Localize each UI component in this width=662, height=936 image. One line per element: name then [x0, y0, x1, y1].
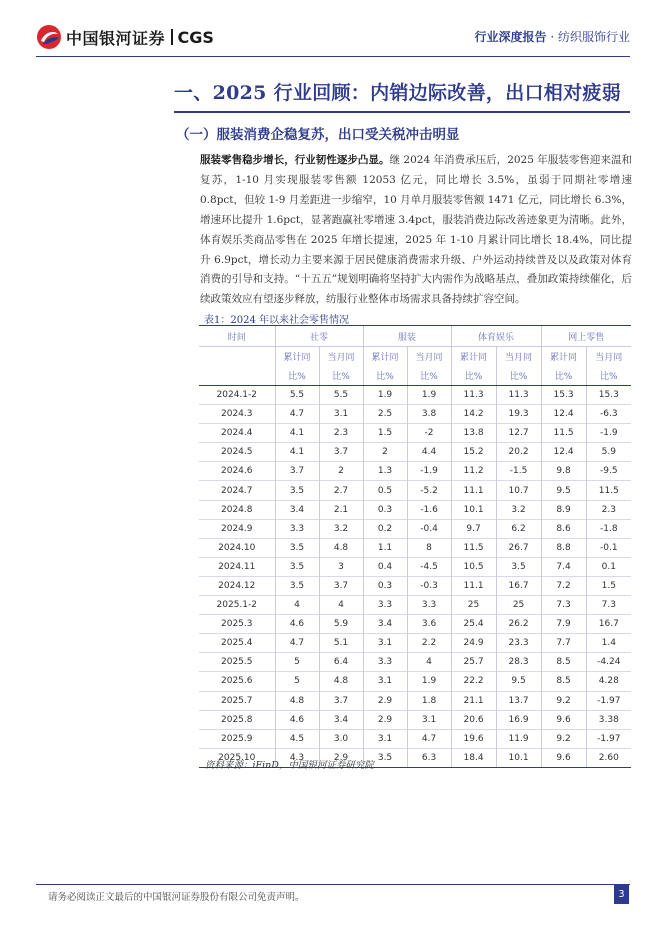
table-cell-value: 26.2 — [496, 615, 541, 634]
table-cell-value: 19.3 — [496, 405, 541, 424]
table-cell-value: 2.3 — [319, 424, 363, 443]
table-cell-value: 26.7 — [496, 538, 541, 557]
col-sub-unit: 比% — [407, 366, 451, 386]
table-cell-value: 1.5 — [363, 424, 407, 443]
cgs-logo-icon — [36, 24, 62, 50]
table-row — [199, 557, 631, 576]
table-cell-value: 24.9 — [451, 634, 496, 653]
table-cell-value: 2.2 — [407, 634, 451, 653]
header-separator: · — [550, 30, 555, 44]
col-sub-cumulative: 累计同 — [363, 347, 407, 367]
report-category — [474, 28, 630, 45]
table-cell-value: 8.5 — [541, 672, 586, 691]
table-cell-value: 25.4 — [451, 615, 496, 634]
table-cell-value: 9.6 — [541, 748, 586, 767]
table-cell-value: -9.5 — [586, 462, 631, 481]
table-cell-value: 3.7 — [319, 691, 363, 710]
table-header — [199, 326, 631, 386]
col-group-online: 网上零售 — [541, 326, 631, 347]
table-cell-value: 4 — [319, 596, 363, 615]
table-cell-value: 7.4 — [541, 557, 586, 576]
table-cell-value: 9.5 — [496, 672, 541, 691]
table-cell-value: 11.5 — [586, 481, 631, 500]
table-cell-value: 5.5 — [275, 386, 319, 405]
col-sub-monthly: 当月同 — [407, 347, 451, 367]
table-cell-value: 11.5 — [451, 538, 496, 557]
table-cell-value: 2.9 — [363, 691, 407, 710]
table-cell-value: 4.3 — [275, 748, 319, 767]
table-cell-value: 3.5 — [275, 557, 319, 576]
table-cell-value: 6.4 — [319, 653, 363, 672]
table-cell-value: 9.6 — [541, 710, 586, 729]
table-caption: 表1：2024 年以来社会零售情况 — [204, 315, 349, 326]
col-sub-unit: 比% — [451, 366, 496, 386]
table-cell-value: 1.9 — [407, 386, 451, 405]
table-cell-value: 3.1 — [363, 634, 407, 653]
col-header-blank — [199, 366, 275, 386]
table-cell-value: 16.9 — [496, 710, 541, 729]
report-type: 行业深度报告 — [474, 30, 547, 44]
table-cell-value: 20.2 — [496, 443, 541, 462]
table-cell-value: 5.9 — [586, 443, 631, 462]
table-cell-value: -1.97 — [586, 729, 631, 748]
table-cell-value: 10.7 — [496, 481, 541, 500]
table-cell-value: 3.1 — [363, 729, 407, 748]
col-sub-cumulative: 累计同 — [541, 347, 586, 367]
table-cell-value: -1.6 — [407, 500, 451, 519]
table-cell-value: 2.3 — [586, 500, 631, 519]
table-cell-period: 2024.10 — [199, 538, 275, 557]
table-cell-value: 10.5 — [451, 557, 496, 576]
page-header — [0, 0, 662, 60]
table-cell-value: 4.1 — [275, 443, 319, 462]
table-cell-value: 0.1 — [586, 557, 631, 576]
table-cell-value: 4.4 — [407, 443, 451, 462]
table-cell-value: 25 — [496, 596, 541, 615]
table-cell-value: 7.2 — [541, 576, 586, 595]
table-cell-period: 2024.4 — [199, 424, 275, 443]
header-divider — [36, 56, 630, 57]
table-cell-value: 5.5 — [319, 386, 363, 405]
col-sub-monthly: 当月同 — [496, 347, 541, 367]
table-cell-value: 3.5 — [363, 748, 407, 767]
table-cell-value: -1.5 — [496, 462, 541, 481]
table-row — [199, 576, 631, 595]
table-row — [199, 729, 631, 748]
table-cell-value: 7.7 — [541, 634, 586, 653]
table-cell-value: 3.5 — [496, 557, 541, 576]
table-row — [199, 691, 631, 710]
table-cell-value: 3.7 — [319, 443, 363, 462]
table-cell-value: 3.2 — [319, 519, 363, 538]
logo-divider — [171, 29, 173, 45]
table-cell-period: 2025.1-2 — [199, 596, 275, 615]
table-row — [199, 424, 631, 443]
table-row — [199, 653, 631, 672]
table-cell-value: 5 — [275, 672, 319, 691]
table-cell-value: 3.4 — [363, 615, 407, 634]
table-cell-value: 11.1 — [451, 576, 496, 595]
table-cell-value: 1.8 — [407, 691, 451, 710]
table-cell-value: 11.9 — [496, 729, 541, 748]
table-cell-value: 4.1 — [275, 424, 319, 443]
table-cell-value: 16.7 — [586, 615, 631, 634]
table-cell-value: 3.5 — [275, 481, 319, 500]
table-cell-value: 3.6 — [407, 615, 451, 634]
table-cell-value: 10.1 — [451, 500, 496, 519]
table-cell-value: 3.7 — [319, 576, 363, 595]
table-cell-value: 4 — [275, 596, 319, 615]
table-cell-period: 2025.10 — [199, 748, 275, 767]
table-cell-value: 12.7 — [496, 424, 541, 443]
table-cell-value: -1.9 — [407, 462, 451, 481]
table-cell-value: 2.60 — [586, 748, 631, 767]
table-cell-value: 5 — [275, 653, 319, 672]
table-cell-period: 2025.9 — [199, 729, 275, 748]
col-group-sports: 体育娱乐 — [451, 326, 541, 347]
table-cell-period: 2025.8 — [199, 710, 275, 729]
table-cell-value: 9.5 — [541, 481, 586, 500]
table-cell-period: 2024.3 — [199, 405, 275, 424]
table-cell-value: 1.4 — [586, 634, 631, 653]
table-cell-value: 8 — [407, 538, 451, 557]
table-cell-value: 3.1 — [407, 710, 451, 729]
table-cell-period: 2025.6 — [199, 672, 275, 691]
table-cell-value: 11.1 — [451, 481, 496, 500]
table-row — [199, 405, 631, 424]
table-cell-value: -2 — [407, 424, 451, 443]
table-cell-value: 4.8 — [319, 672, 363, 691]
table-cell-value: 8.5 — [541, 653, 586, 672]
col-header-time: 时间 — [199, 326, 275, 347]
table-cell-value: 8.8 — [541, 538, 586, 557]
table-cell-value: 12.4 — [541, 405, 586, 424]
table-cell-value: 4.8 — [275, 691, 319, 710]
table-cell-value: -4.5 — [407, 557, 451, 576]
table-cell-value: 3.1 — [319, 405, 363, 424]
table-cell-value: 16.7 — [496, 576, 541, 595]
table-row — [199, 710, 631, 729]
table-cell-value: 3.3 — [407, 596, 451, 615]
col-sub-cumulative: 累计同 — [275, 347, 319, 367]
col-header-blank — [199, 347, 275, 367]
table-cell-value: 0.3 — [363, 576, 407, 595]
table-cell-value: 3.3 — [275, 519, 319, 538]
table-cell-value: 7.9 — [541, 615, 586, 634]
table-source: 资料来源：iFinD，中国银河证券研究院 — [205, 760, 374, 771]
table-row — [199, 538, 631, 557]
table-body — [199, 386, 631, 768]
table-cell-value: 3.5 — [275, 538, 319, 557]
table-cell-value: 2.5 — [363, 405, 407, 424]
table-cell-period: 2025.4 — [199, 634, 275, 653]
table-cell-period: 2024.1-2 — [216, 390, 257, 401]
table-cell-value: 23.3 — [496, 634, 541, 653]
table-cell-value: 11.5 — [541, 424, 586, 443]
table-cell-value: 2 — [363, 443, 407, 462]
table-cell-value: 4.28 — [586, 672, 631, 691]
col-sub-unit: 比% — [363, 366, 407, 386]
table-cell-value: 9.2 — [541, 691, 586, 710]
col-sub-unit: 比% — [541, 366, 586, 386]
table-cell-value: 7.3 — [541, 596, 586, 615]
table-cell-value: 1.3 — [363, 462, 407, 481]
table-row — [199, 596, 631, 615]
logo-chinese-name: 中国银河证券 — [66, 28, 166, 48]
table-cell-value: 9.8 — [541, 462, 586, 481]
table-row — [199, 500, 631, 519]
table-cell-value: 6.3 — [407, 748, 451, 767]
table-cell-value: 1.1 — [363, 538, 407, 557]
table-cell-value: 20.6 — [451, 710, 496, 729]
table-row — [199, 462, 631, 481]
table-cell-value: 28.3 — [496, 653, 541, 672]
table-row — [199, 386, 631, 405]
table-cell-value: -1.8 — [586, 519, 631, 538]
table-cell-value: 3 — [319, 557, 363, 576]
table-cell-value: 3.1 — [363, 672, 407, 691]
industry-name: 纺织服饰行业 — [557, 30, 630, 44]
table-row — [199, 443, 631, 462]
table-cell-value: 9.7 — [451, 519, 496, 538]
table-cell-value: -1.97 — [586, 691, 631, 710]
table-row — [199, 519, 631, 538]
table-cell-value: 3.4 — [275, 500, 319, 519]
col-sub-unit: 比% — [319, 366, 363, 386]
table-cell-value: 0.5 — [363, 481, 407, 500]
table-cell-period: 2024.8 — [199, 500, 275, 519]
table-cell-period: 2024.12 — [199, 576, 275, 595]
section-title: 一、2025 行业回顾：内销边际改善，出口相对疲弱 — [174, 82, 621, 104]
table-cell-value: 4.7 — [275, 405, 319, 424]
table-cell-value: 3.7 — [275, 462, 319, 481]
col-sub-monthly: 当月同 — [319, 347, 363, 367]
table-cell-value: 13.8 — [451, 424, 496, 443]
table-cell-period: 2025.7 — [199, 691, 275, 710]
table-cell-value: -0.4 — [407, 519, 451, 538]
table-cell-value: 2.1 — [319, 500, 363, 519]
table-cell-value: 3.3 — [363, 596, 407, 615]
footer-disclaimer: 请务必阅读正文最后的中国银河证券股份有限公司免责声明。 — [48, 892, 305, 903]
col-sub-unit: 比% — [586, 366, 631, 386]
page-number: 3 — [614, 885, 629, 904]
table-row — [199, 634, 631, 653]
retail-sales-table — [199, 325, 631, 768]
table-cell-value: 19.6 — [451, 729, 496, 748]
table-cell-value: 7.3 — [586, 596, 631, 615]
table-row — [199, 481, 631, 500]
footer-divider — [36, 884, 630, 885]
table-cell-period: 2024.9 — [199, 519, 275, 538]
logo-english-name: CGS — [177, 27, 214, 47]
paragraph-body: 继 2024 年消费承压后，2025 年服装零售迎来温和复苏，1-10 月实现服装零售额 12053 亿元，同比增长 3.5%，虽弱于同期社零增速 0.8pct，但较 1-9 月差距进一步缩窄，10 月单月服装零售额 1471 亿元，同比增长 6.3%，增速环比提升 1.6pct，显著跑赢社零增速 3.4pct，服装消费边际改善迹象更为清晰。此外，体育娱乐类商品零售在 2025 年增长提速，2025 年 1-10 月累计同比增长 18.4%，同比提升 6.9pct，增长动力主要来源于居民健康消费需求升级、户外运动持续普及以及政策对体育消费的引导和支持。“十五五”规划明确将坚持扩大内需作为战略基点，叠加政策持续催化，后续政策效应有望逐步释放，纺服行业整体市场需求具备持续扩容空间。 — [200, 154, 633, 306]
table-cell-value: 0.2 — [363, 519, 407, 538]
col-sub-monthly: 当月同 — [586, 347, 631, 367]
table-cell-value: 1.9 — [407, 672, 451, 691]
table-cell-value: -6.3 — [586, 405, 631, 424]
table-cell-value: 8.6 — [541, 519, 586, 538]
table-cell-period: 2024.11 — [199, 557, 275, 576]
table-cell-value: 25 — [451, 596, 496, 615]
table-cell-value: 3.3 — [363, 653, 407, 672]
table-row — [199, 672, 631, 691]
table-cell-value: 4.7 — [275, 634, 319, 653]
table-cell-value: 8.9 — [541, 500, 586, 519]
col-group-apparel: 服装 — [363, 326, 451, 347]
table-cell-value: -1.9 — [586, 424, 631, 443]
paragraph-lead: 服装零售稳步增长，行业韧性逐步凸显。 — [200, 154, 390, 166]
table-cell-value: 2 — [319, 462, 363, 481]
table-cell-value: 15.2 — [451, 443, 496, 462]
table-cell-value: 15.3 — [541, 386, 586, 405]
table-cell-period: 2024.7 — [199, 481, 275, 500]
table-cell-value: 4.6 — [275, 615, 319, 634]
table-cell-value: 1.9 — [363, 386, 407, 405]
table-cell-value: 14.2 — [451, 405, 496, 424]
table-cell-value: -5.2 — [407, 481, 451, 500]
table-cell-value: 9.2 — [541, 729, 586, 748]
table-cell-value: 5.9 — [319, 615, 363, 634]
table-cell-value: 4.5 — [275, 729, 319, 748]
table-cell-value: -0.3 — [407, 576, 451, 595]
col-sub-unit: 比% — [496, 366, 541, 386]
table-cell-value: 0.3 — [363, 500, 407, 519]
table-cell-value: 4.7 — [407, 729, 451, 748]
table-cell-value: 1.5 — [586, 576, 631, 595]
col-sub-unit: 比% — [275, 366, 319, 386]
col-group-retail: 社零 — [275, 326, 363, 347]
subsection-title: （一）服装消费企稳复苏，出口受关税冲击明显 — [176, 127, 460, 143]
table-cell-value: 3.0 — [319, 729, 363, 748]
table-cell-value: 15.3 — [586, 386, 631, 405]
table-cell-value: 2.9 — [319, 748, 363, 767]
col-sub-cumulative: 累计同 — [451, 347, 496, 367]
table-cell-value: 11.3 — [496, 386, 541, 405]
table-cell-value: 10.1 — [496, 748, 541, 767]
table-cell-value: 5.1 — [319, 634, 363, 653]
table-cell-value: 4.6 — [275, 710, 319, 729]
table-cell-value: 13.7 — [496, 691, 541, 710]
table-cell-value: 3.4 — [319, 710, 363, 729]
table-cell-value: 6.2 — [496, 519, 541, 538]
table-cell-period: 2025.5 — [199, 653, 275, 672]
table-cell-value: 22.2 — [451, 672, 496, 691]
table-cell-period: 2025.3 — [199, 615, 275, 634]
table-cell-value: 3.2 — [496, 500, 541, 519]
table-cell-value: 11.2 — [451, 462, 496, 481]
table-cell-value: 3.38 — [586, 710, 631, 729]
table-cell-value: 4 — [407, 653, 451, 672]
table-cell-period: 2024.5 — [199, 443, 275, 462]
table-cell-value: 21.1 — [451, 691, 496, 710]
table-row — [199, 615, 631, 634]
table-cell-value: 3.8 — [407, 405, 451, 424]
table-cell-value: 3.5 — [275, 576, 319, 595]
table-cell-value: 12.4 — [541, 443, 586, 462]
table-cell-value: -4.24 — [586, 653, 631, 672]
table-cell-value: 11.3 — [451, 386, 496, 405]
body-paragraph — [200, 151, 632, 310]
table-cell-value: 18.4 — [451, 748, 496, 767]
table-cell-value: 2.7 — [319, 481, 363, 500]
table-cell-value: 25.7 — [451, 653, 496, 672]
table-cell-period: 2024.6 — [199, 462, 275, 481]
company-logo — [36, 24, 214, 50]
table-cell-value: 4.8 — [319, 538, 363, 557]
table-cell-value: -0.1 — [586, 538, 631, 557]
table-cell-value: 0.4 — [363, 557, 407, 576]
table-cell-value: 2.9 — [363, 710, 407, 729]
